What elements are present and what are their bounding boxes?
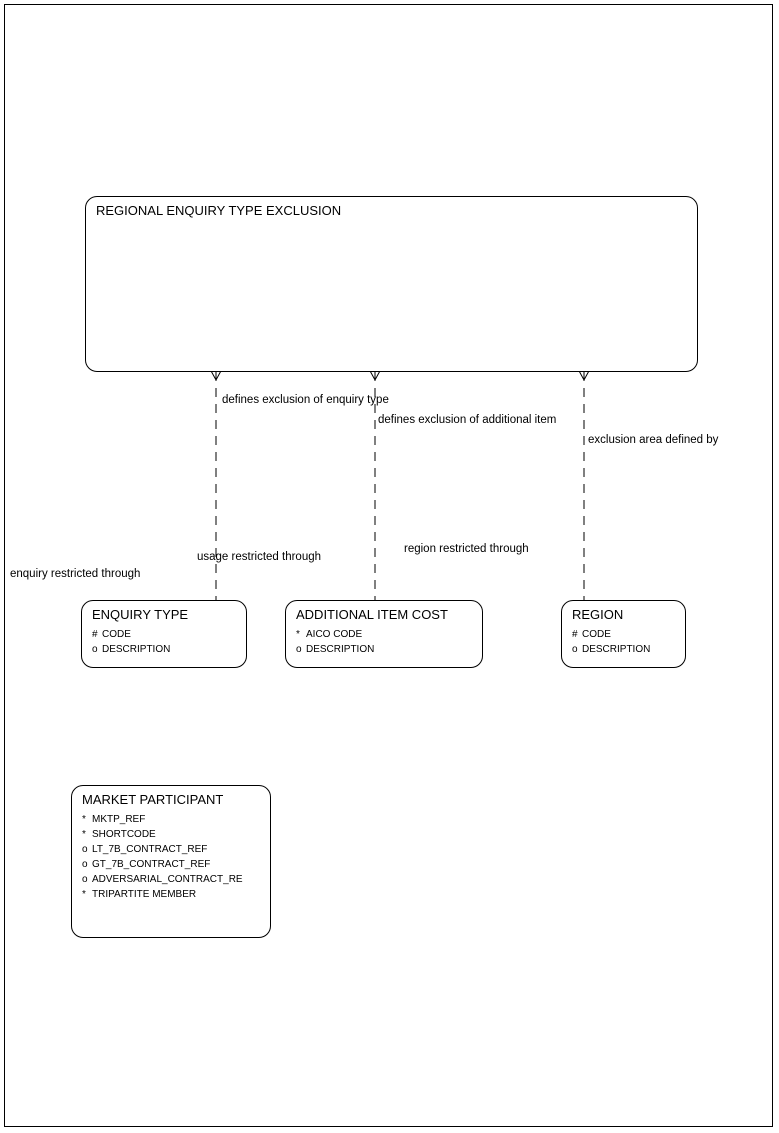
attribute-marker: o [82, 844, 88, 855]
attribute-list [92, 627, 170, 657]
entity-title: REGIONAL ENQUIRY TYPE EXCLUSION [96, 203, 342, 218]
entity-region[interactable] [561, 600, 686, 668]
attribute-marker: * [296, 629, 300, 640]
attribute-name: ADVERSARIAL_CONTRACT_RE [92, 874, 243, 885]
entity-title: REGION [572, 607, 624, 622]
attribute-name: MKTP_REF [92, 814, 146, 825]
attribute-marker: # [92, 629, 98, 640]
relationship-label-defines-exclusion-of-additional-item: defines exclusion of additional item [378, 414, 557, 426]
attribute-name: CODE [102, 629, 131, 640]
entity-title: ENQUIRY TYPE [92, 607, 189, 622]
entity-regional-enquiry-type-exclusion[interactable] [85, 196, 698, 372]
attribute-name: CODE [582, 629, 611, 640]
attribute-row [82, 872, 243, 887]
relationship-label-enquiry-restricted-through: enquiry restricted through [10, 568, 141, 580]
attribute-list [572, 627, 650, 657]
attribute-marker: o [92, 644, 98, 655]
attribute-name: SHORTCODE [92, 829, 156, 840]
entity-title: ADDITIONAL ITEM COST [296, 607, 448, 622]
attribute-row [92, 627, 170, 642]
attribute-row [92, 642, 170, 657]
attribute-row [296, 642, 374, 657]
attribute-marker: o [572, 644, 578, 655]
attribute-row [82, 827, 243, 842]
entity-additional-item-cost[interactable] [285, 600, 483, 668]
attribute-list [296, 627, 374, 657]
relationship-label-exclusion-area-defined-by: exclusion area defined by [588, 434, 719, 446]
attribute-row [572, 642, 650, 657]
attribute-marker: # [572, 629, 578, 640]
attribute-row [82, 812, 243, 827]
attribute-row [296, 627, 374, 642]
attribute-name: LT_7B_CONTRACT_REF [92, 844, 208, 855]
relationship-label-defines-exclusion-of-enquiry-type: defines exclusion of enquiry type [222, 394, 389, 406]
attribute-name: DESCRIPTION [306, 644, 375, 655]
attribute-marker: * [82, 889, 86, 900]
attribute-marker: o [82, 874, 88, 885]
attribute-name: DESCRIPTION [102, 644, 171, 655]
attribute-row [82, 842, 243, 857]
attribute-marker: o [296, 644, 302, 655]
attribute-row [82, 887, 243, 902]
entity-title: MARKET PARTICIPANT [82, 792, 224, 807]
attribute-list [82, 812, 243, 902]
attribute-row [572, 627, 650, 642]
relationship-label-region-restricted-through: region restricted through [404, 543, 529, 555]
attribute-name: GT_7B_CONTRACT_REF [92, 859, 211, 870]
attribute-row [82, 857, 243, 872]
attribute-marker: * [82, 829, 86, 840]
attribute-marker: * [82, 814, 86, 825]
attribute-name: TRIPARTITE MEMBER [92, 889, 197, 900]
relationship-label-usage-restricted-through: usage restricted through [197, 551, 322, 563]
page-border [4, 4, 773, 1127]
attribute-name: DESCRIPTION [582, 644, 651, 655]
attribute-marker: o [82, 859, 88, 870]
attribute-name: AICO CODE [306, 629, 363, 640]
entity-enquiry-type[interactable] [81, 600, 247, 668]
entity-market-participant[interactable] [71, 785, 271, 938]
